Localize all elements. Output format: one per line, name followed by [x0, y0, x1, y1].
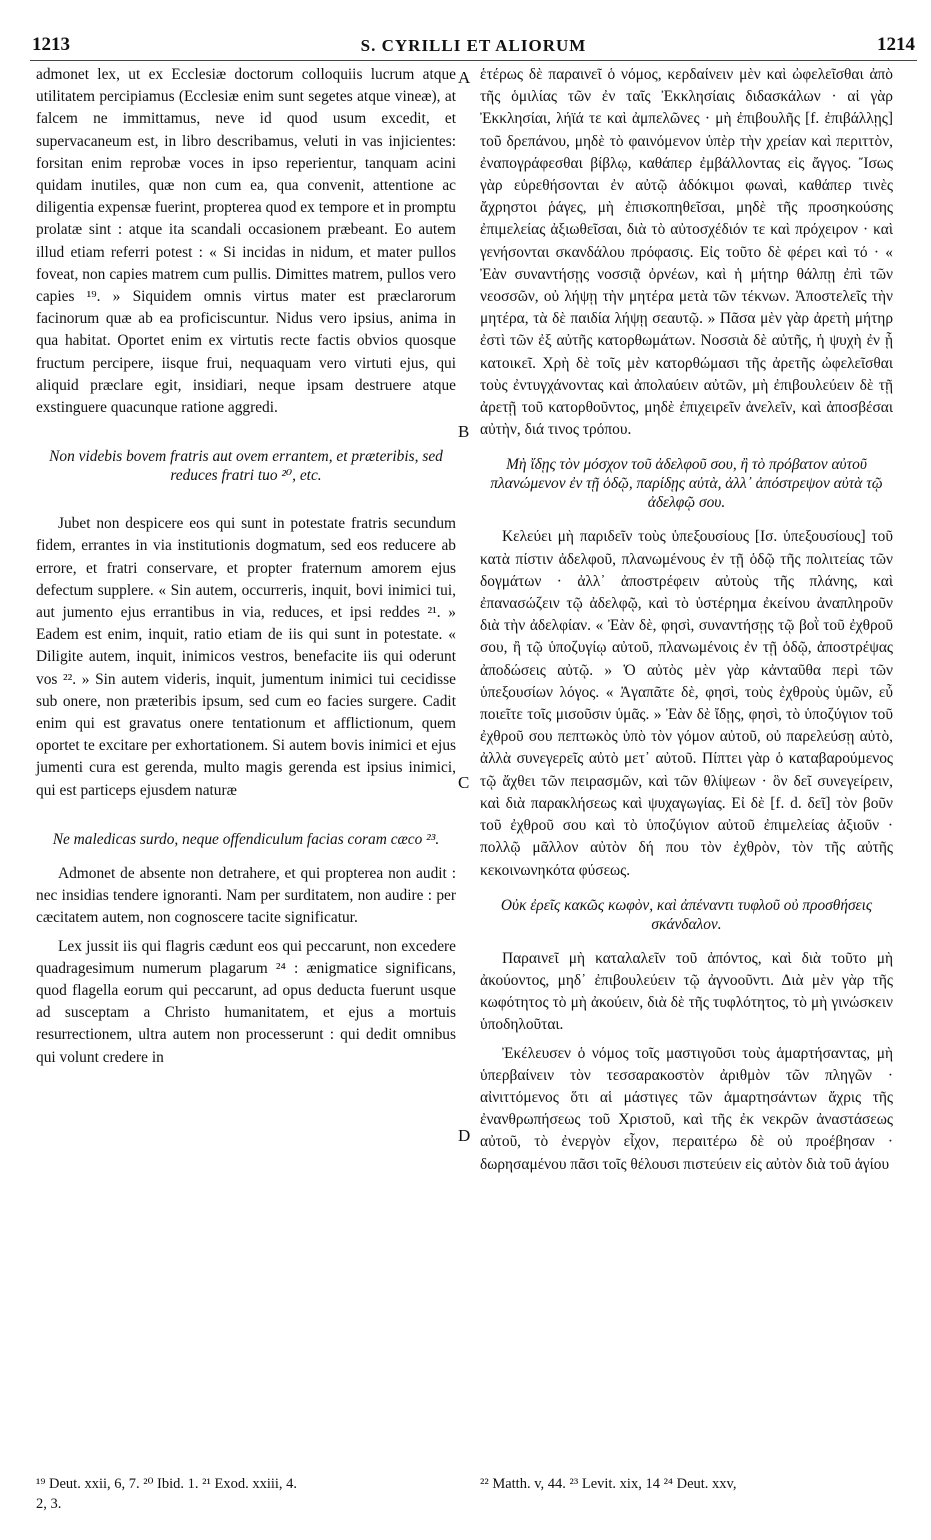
latin-paragraph-1: admonet lex, ut ex Ecclesiæ doctorum colloquiis lucrum atque utilitatem percipiamus (Ecclesiæ enim sunt segetes atque vineæ), at falcem ne immittamus, neve id quod usum excedit, et supervacaneum est, in libro describamus, veluti in vas injicientes: forsitan enim reprobæ voces in ipso reperientur, tanquam acini quidam inutiles, quæ non cum ea, qua convenit, attentione ac diligentia expensæ fuerint, propterea quod ex tempore et in promptu prolatæ sint : atque ita scandali occasionem præbeant. Eo autem illud etiam referri potest : « Si incidas in nidum, et mater pullos foveat, non capies matrem cum pullis. Dimittes matrem, pullos vero capies ¹⁹. » Siquidem omnis virtus mater est præclarorum facinorum quæ ab ea proficiscuntur. Nidus vero ipsius, anima in qua habitat. Oportet enim ex virtutis recte factis obvios quosque fructum percipere, iisque frui, nequaquam vero virtuti ejus, qui aliquid præclare egit, insidiari, neque ipsam destruere atque exstinguere quacunque ratione aggredi. [36, 66, 456, 417]
margin-marker-d: D [458, 1126, 471, 1145]
greek-paragraph-1: ἑτέρως δὲ παραινεῖ ὁ νόμος, κερδαίνειν μὲν καὶ ὠφελεῖσθαι ἀπὸ τῆς ὁμιλίας τῶν ἐν ταῖς Ἐκκλησίαις διδασκάλων · αἱ γὰρ Ἐκκλησίαι, λήϊά τε καὶ ἀμπελῶνες · μὴ ἐπιβουλῆς [f. ἐπιβάλλῃς] τοῦ δρεπάνου, μηδὲ τὸ φαινόμενον ὑπὲρ τὴν χρείαν καὶ περιττὸν, ἐναπογράφεσθαι βίβλῳ, καθάπερ ἐμβάλλοντας εἰς ἄγγος. Ἴσως γὰρ εὑρεθήσονται ἐν αὐτῷ ἀδόκιμοι φωναὶ, καθάπερ τινὲς ἄχρηστοι ῥάγες, μὴ ἐπισκοπηθεῖσαι, μηδὲ τῆς προσηκούσης ἐπιμελείας ἀξιωθεῖσαι, διὰ τὸ αὐτοσχέδιόν τε καὶ πρόχειρον · καὶ γενήσονται σκανδάλου πρόφασις. Εἰς τοῦτο δὲ φέρει καὶ τό · « Ἐὰν συναντήσῃς νοσσιᾷ ὀρνέων, καὶ ἡ μήτηρ θάλπῃ ἐπὶ τῶν νεοσσῶν, οὐ λήψῃ τὴν μητέρα μετὰ τῶν τέκνων. Ἀποστελεῖς τὴν μητέρα, τὰ δὲ παιδία λήψῃ σεαυτῷ. » Πᾶσα μὲν γὰρ ἀρετὴ μήτηρ ἐστὶ τῶν ἐξ αὐτῆς κατορθωμάτων. Νοσσιὰ δὲ αὐτῆς, ἡ ψυχὴ ἐν ᾗ κατοικεῖ. Χρὴ δὲ τοῖς μὲν κατορθώμασι τῆς ἀρετῆς ὠφελεῖσθαι τοὺς ἐντυγχάνοντας καὶ ἀπολαύειν αὐτῶν, μὴ ἐπιβουλεύειν δὲ τῇ ἀρετῇ τοῦ κατορθοῦντος, μηδὲ ἐπιχειρεῖν ἀνελεῖν, καὶ ἀποσβέσαι αὐτὴν, διά τινος τρόπου. [480, 66, 893, 439]
page-number-right: 1214 [877, 34, 915, 55]
greek-lemma-2: Οὐκ ἐρεῖς κακῶς κωφὸν, καὶ ἀπέναντι τυφλοῦ οὐ προσθήσεις σκάνδαλον. [500, 896, 873, 933]
greek-column [480, 64, 893, 1176]
latin-paragraph-4: Lex jussit iis qui flagris cædunt eos qui peccarunt, non excedere quadragesimum numerum plagarum ²⁴ : ænigmatice significans, quod flagella eorum qui peccarunt, ad opus deducta fuerunt usque ad susceptam a Christo humanitatem, et ejus a mortuis resurrectionem, ultra autem non processerunt : qui dedit omnibus qui volunt credere in [36, 937, 456, 1066]
footnotes-left [36, 1474, 466, 1514]
latin-paragraph-3: Admonet de absente non detrahere, et qui propterea non audit : nec insidias tendere ignoranti. Nam per surditatem, non audire : per cæcitatem autem, non cognoscere tacite significatur. [36, 864, 456, 927]
greek-lemma-1: Μὴ ἴδῃς τὸν μόσχον τοῦ ἀδελφοῦ σου, ἢ τὸ πρόβατον αὐτοῦ πλανώμενον ἐν τῇ ὁδῷ, παρίδῃς αὐτὰ, ἀλλ᾽ ἀπόστρεψον αὐτὰ τῷ ἀδελφῷ σου. [490, 456, 883, 512]
footnote-line-left-continued: 2, 3. [36, 1496, 62, 1512]
greek-paragraph-3: Παραινεῖ μὴ καταλαλεῖν τοῦ ἀπόντος, καὶ διὰ τοῦτο μὴ ἀκούοντος, μηδ᾽ ἐπιβουλεύειν τῷ ἀγνοοῦντι. Διὰ μὲν γὰρ τῆς κωφότητος τὸ μὴ ἀκούειν, διὰ δὲ τῆς τυφλότητος, τὸ μὴ γινώσκειν ὑποδηλοῦται. [480, 949, 893, 1034]
footnotes-right [480, 1474, 893, 1494]
latin-paragraph-2: Jubet non despicere eos qui sunt in potestate fratris secundum fidem, errantes in via institutionis dogmatum, sed eos reducere ab errore, et fratri conservare, et propter fraternum amorem ejus defectum supplere. « Sin autem, occurreris, inquit, bovi inimici tui, aut jumento ejus errantibus in via, reduces, et ipsi reddes ²¹. » Eadem est enim, inquit, ratio etiam de iis qui sunt in potestate. « Diligite autem, inquit, inimicos vestros, benefacite iis qui oderunt vos ²². » Sin autem videris, inquit, jumentum inimici tui cecidisse sub onere, non præteribis ipsum, sed cum eo facies surgere. Cadit enim qui est gravatus onere tentationum et afflictionum, quem oportet te excitare per exhortationem. Si autem bovis inimici et ejus jumenti cura est gerenda, multo magis gerenda est ipsius inimici, qui est particeps ejusdem naturæ [36, 515, 456, 799]
margin-marker-a: A [458, 68, 471, 87]
latin-lemma-2: Ne maledicas surdo, neque offendiculum facias coram cæco ²³. [52, 830, 440, 848]
running-title: S. CYRILLI ET ALIORUM [360, 36, 587, 55]
margin-marker-b: B [458, 422, 470, 441]
footnote-line-right: ²² Matth. v, 44. ²³ Levit. xix, 14 ²⁴ Deut. xxv, [480, 1476, 737, 1492]
greek-paragraph-4: Ἐκέλευσεν ὁ νόμος τοῖς μαστιγοῦσι τοὺς ἁμαρτήσαντας, μὴ ὑπερβαίνειν τὸν τεσσαρακοστὸν ἀριθμὸν τῶν πληγῶν · αἰνιττόμενος ὅτι αἱ μάστιγες τῶν ἁμαρτησάντων ἄχρις τῆς ἐνανθρωπήσεως τοῦ Χριστοῦ, καὶ τῆς ἐκ νεκρῶν ἀναστάσεως αὐτοῦ, τὸ ἐνεργὸν εἶχον, περαιτέρω δὲ οὐ προέβησαν · δωρησαμένου πᾶσι τοῖς θέλουσι πιστεύειν εἰς αὐτὸν διὰ τοῦ ἁγίου [480, 1044, 893, 1173]
footnote-line-left: ¹⁹ Deut. xxii, 6, 7. ²⁰ Ibid. 1. ²¹ Exod. xxiii, 4. [36, 1476, 298, 1492]
margin-marker-c: C [458, 773, 470, 792]
page-number-left: 1213 [32, 34, 70, 55]
latin-lemma-1: Non videbis bovem fratris aut ovem errantem, et præteribis, sed reduces fratri tuo ²⁰, etc. [49, 448, 443, 485]
latin-column [36, 64, 456, 1069]
greek-paragraph-2: Κελεύει μὴ παριδεῖν τοὺς ὑπεξουσίους [Ισ. ὑπεξουσίους] τοῦ κατὰ πίστιν ἀδελφοῦ, πλανωμένους ἐν τῇ ὁδῷ τῆς πολιτείας τῶν δογμάτων · ἀλλ᾽ ἀποστρέφειν αὐτοὺς τῆς πλάνης, καὶ ἐπανασώζειν τῷ ἀδελφῷ, καὶ τὸ ὑστέρημα ἐκείνου ἀναπληροῦν διὰ τὴν ἀδελφίαν. « Ἐὰν δὲ, φησὶ, συναντήσῃς τῷ βοῒ τοῦ ἐχθροῦ σου, ἢ τῷ ὑποζυγίῳ αὐτοῦ, πλανωμένοις ἐν τῇ ὁδῷ, ἀποστρέψας ἀποδώσεις αὐτῷ. » Ὁ αὐτὸς μὲν γὰρ κἀνταῦθα περὶ τῶν ὑπεξουσίων λόγος. « Ἀγαπᾶτε δὲ, φησὶ, τοὺς ἐχθροὺς ὑμῶν, εὖ ποιεῖτε τοῖς μισοῦσιν ὑμᾶς. » Ἐὰν δὲ ἴδῃς, φησὶ, τὸ ὑποζύγιον τοῦ ἐχθροῦ σου πεπτωκὸς ὑπὸ τὸν γόμον αὐτοῦ, οὐ παρελεύσῃ αὐτὸ, ἀλλὰ συνεγερεῖς αὐτὸ μετ᾽ αὐτοῦ. Πίπτει γὰρ ὁ καταβαρούμενος τῷ ἄχθει τῶν πειρασμῶν, καὶ τῶν θλίψεων · ὃν δεῖ συνεγείρειν, καὶ διὰ παρακλήσεως καὶ ψυχαγωγίας. Εἰ δὲ [f. d. δεῖ] τὸν βοῦν τοῦ ἐχθροῦ σου καὶ τὸ ὑποζύγιον αὐτοῦ ἐπιμελείας ἀξιοῦν · πολλῷ μᾶλλον αὐτὸν δή που τὸν ἐχθρὸν, τὸν τῆς αὐτῆς κεκοινωνηκότα φύσεως. [480, 528, 893, 879]
running-header [30, 30, 917, 61]
